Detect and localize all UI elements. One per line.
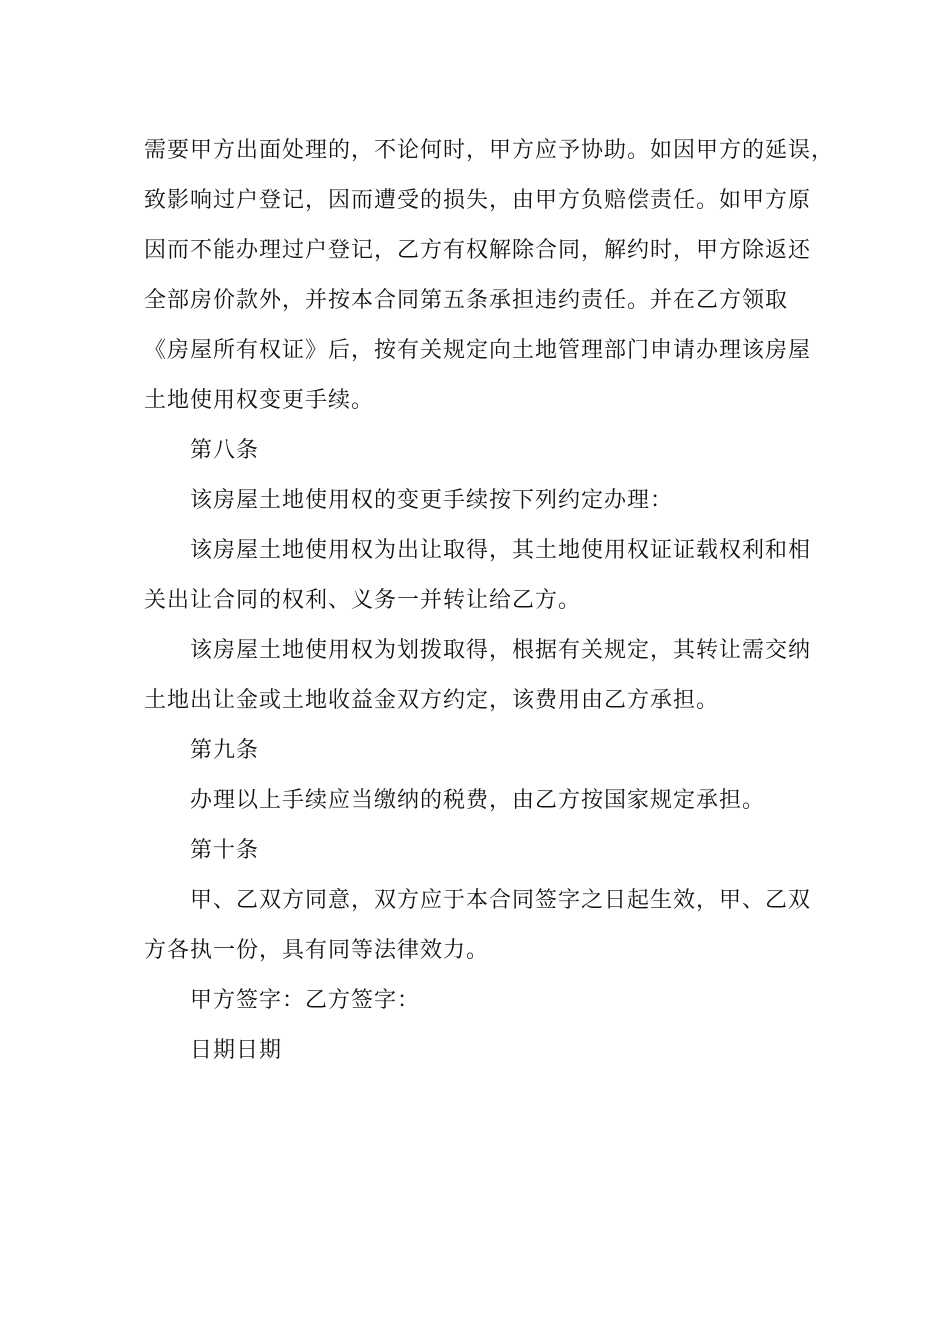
paragraph-line: 该房屋土地使用权为划拨取得，根据有关规定，其转让需交纳: [190, 638, 812, 663]
paragraph-line: 需要甲方出面处理的，不论何时，甲方应予协助。如因甲方的延误，: [144, 138, 835, 163]
date-line: 日期日期: [190, 1038, 283, 1063]
paragraph-line: 关出让合同的权利、义务一并转让给乙方。: [144, 588, 582, 613]
paragraph-line: 因而不能办理过户登记，乙方有权解除合同，解约时，甲方除返还: [144, 238, 812, 263]
paragraph-line: 土地出让金或土地收益金双方约定，该费用由乙方承担。: [144, 688, 720, 713]
paragraph-line: 土地使用权变更手续。: [144, 388, 375, 413]
paragraph-line: 办理以上手续应当缴纳的税费，由乙方按国家规定承担。: [190, 788, 766, 813]
article-heading-9: 第九条: [190, 738, 260, 763]
paragraph-line: 甲、乙双方同意，双方应于本合同签字之日起生效，甲、乙双: [190, 888, 812, 913]
paragraph-line: 该房屋土地使用权的变更手续按下列约定办理：: [190, 488, 674, 513]
paragraph-line: 该房屋土地使用权为出让取得，其土地使用权证证载权利和相: [190, 538, 812, 563]
article-heading-8: 第八条: [190, 438, 260, 463]
signature-line: 甲方签字：乙方签字：: [190, 988, 421, 1013]
paragraph-line: 致影响过户登记，因而遭受的损失，由甲方负赔偿责任。如甲方原: [144, 188, 812, 213]
contract-text: [144, 126, 835, 1076]
paragraph-line: 《房屋所有权证》后，按有关规定向土地管理部门申请办理该房屋: [144, 338, 812, 363]
paragraph-line: 方各执一份，具有同等法律效力。: [144, 938, 490, 963]
article-heading-10: 第十条: [190, 838, 260, 863]
paragraph-line: 全部房价款外，并按本合同第五条承担违约责任。并在乙方领取: [144, 288, 789, 313]
